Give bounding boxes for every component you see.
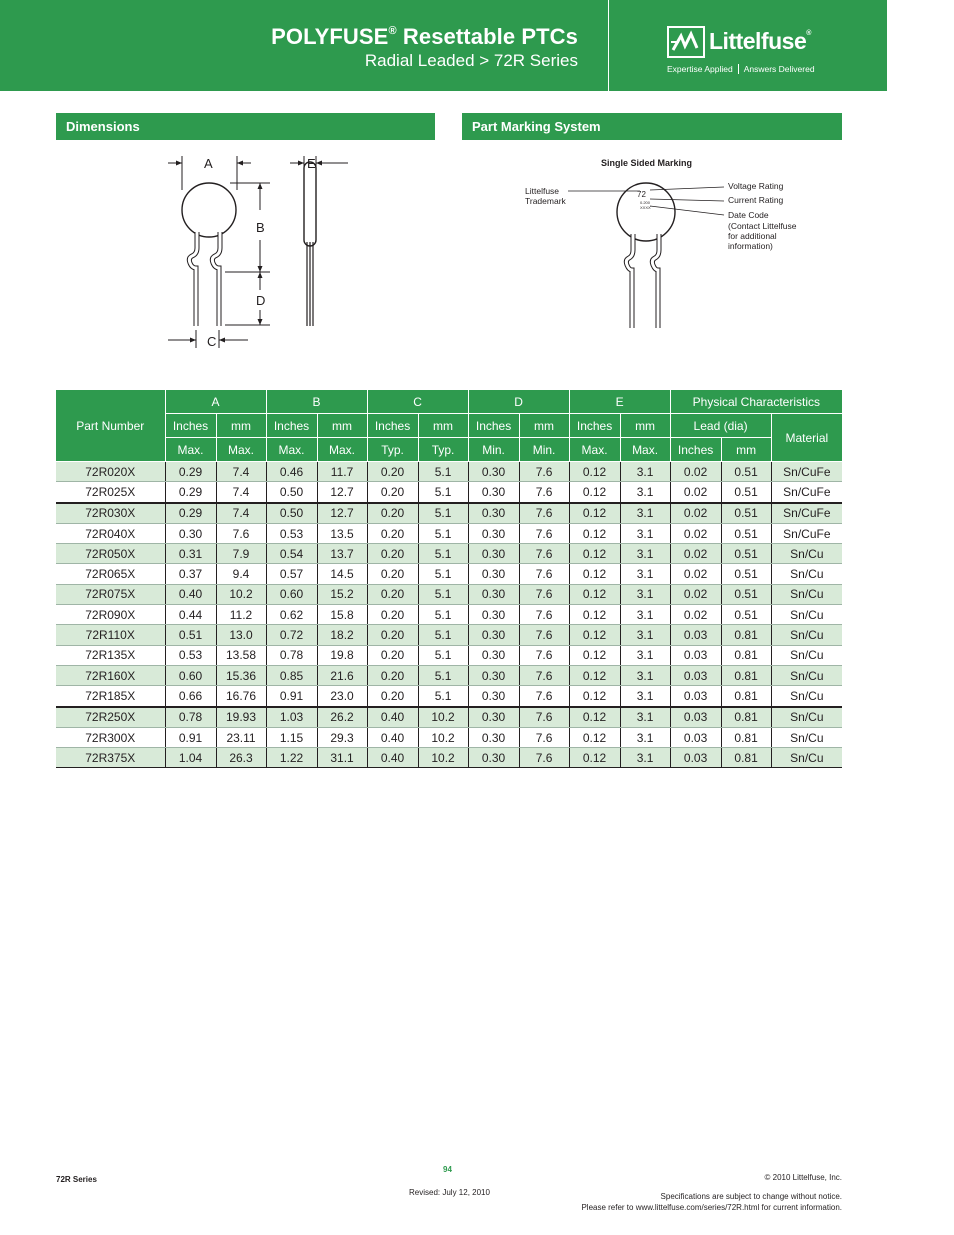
table-cell: Sn/Cu <box>771 665 842 685</box>
table-cell: 0.46 <box>266 462 317 482</box>
table-cell: 0.12 <box>569 482 620 503</box>
limit-header: Max. <box>317 438 367 462</box>
table-row <box>56 645 842 665</box>
table-cell: 0.40 <box>165 584 216 604</box>
table-cell: 15.2 <box>317 584 367 604</box>
table-cell: 0.54 <box>266 544 317 564</box>
table-cell: 0.02 <box>670 503 721 524</box>
unit-header: Inches <box>367 414 418 438</box>
table-cell: 5.1 <box>418 665 468 685</box>
table-row <box>56 523 842 543</box>
table-cell: 7.6 <box>519 727 569 747</box>
part-number-cell: 72R025X <box>56 482 165 503</box>
table-cell: 3.1 <box>620 523 670 543</box>
table-cell: 19.8 <box>317 645 367 665</box>
table-cell: 5.1 <box>418 462 468 482</box>
table-cell: Sn/CuFe <box>771 523 842 543</box>
table-cell: 0.81 <box>721 625 771 645</box>
table-row <box>56 462 842 482</box>
table-cell: 0.03 <box>670 625 721 645</box>
group-header-b: B <box>266 390 367 414</box>
table-cell: 0.20 <box>367 605 418 625</box>
table-cell: 7.6 <box>519 645 569 665</box>
table-cell: 0.12 <box>569 523 620 543</box>
table-cell: 0.03 <box>670 727 721 747</box>
table-cell: 0.91 <box>165 727 216 747</box>
page-subtitle: Radial Leaded > 72R Series <box>364 51 578 70</box>
unit-header: Inches <box>266 414 317 438</box>
current-rating-label: Current Rating <box>728 195 784 205</box>
table-cell: 0.03 <box>670 645 721 665</box>
part-number-cell: 72R110X <box>56 625 165 645</box>
table-cell: 0.51 <box>721 584 771 604</box>
table-cell: Sn/Cu <box>771 727 842 747</box>
table-cell: 7.6 <box>519 584 569 604</box>
table-cell: 0.78 <box>165 707 216 728</box>
table-cell: 0.81 <box>721 707 771 728</box>
table-cell: 0.30 <box>468 503 519 524</box>
table-cell: 0.51 <box>721 605 771 625</box>
table-cell: 7.6 <box>519 564 569 584</box>
material-header: Material <box>771 414 842 462</box>
part-number-cell: 72R375X <box>56 748 165 768</box>
table-cell: 7.6 <box>519 523 569 543</box>
table-cell: 3.1 <box>620 564 670 584</box>
table-cell: 7.6 <box>519 686 569 707</box>
table-cell: 9.4 <box>216 564 266 584</box>
table-cell: 3.1 <box>620 707 670 728</box>
table-cell: 3.1 <box>620 503 670 524</box>
table-cell: Sn/Cu <box>771 544 842 564</box>
unit-header: mm <box>317 414 367 438</box>
table-cell: 5.1 <box>418 564 468 584</box>
table-cell: 7.6 <box>519 605 569 625</box>
table-cell: 0.30 <box>468 584 519 604</box>
footer-notes <box>581 1172 842 1213</box>
table-cell: 0.29 <box>165 462 216 482</box>
part-number-cell: 72R300X <box>56 727 165 747</box>
table-cell: 0.51 <box>721 544 771 564</box>
table-cell: 3.1 <box>620 686 670 707</box>
table-cell: 0.02 <box>670 584 721 604</box>
disc-marking-sub-1: 0.200 <box>640 200 651 205</box>
date-code-label-4: information) <box>728 241 773 251</box>
table-cell: Sn/Cu <box>771 625 842 645</box>
table-cell: 0.02 <box>670 544 721 564</box>
table-cell: 0.30 <box>468 482 519 503</box>
table-row <box>56 544 842 564</box>
table-cell: 0.20 <box>367 645 418 665</box>
limit-header: Max. <box>165 438 216 462</box>
table-cell: 0.12 <box>569 564 620 584</box>
unit-header: Inches <box>165 414 216 438</box>
part-number-cell: 72R040X <box>56 523 165 543</box>
table-cell: 0.72 <box>266 625 317 645</box>
part-number-cell: 72R160X <box>56 665 165 685</box>
table-cell: 0.12 <box>569 748 620 768</box>
table-cell: 7.6 <box>519 482 569 503</box>
table-row <box>56 707 842 728</box>
table-cell: 7.6 <box>519 503 569 524</box>
table-cell: 18.2 <box>317 625 367 645</box>
table-cell: Sn/Cu <box>771 564 842 584</box>
table-cell: 0.20 <box>367 665 418 685</box>
table-cell: 0.37 <box>165 564 216 584</box>
part-number-cell: 72R065X <box>56 564 165 584</box>
table-cell: 5.1 <box>418 686 468 707</box>
table-cell: 5.1 <box>418 503 468 524</box>
refer-note: Please refer to www.littelfuse.com/series/72R.html for current information. <box>581 1203 842 1212</box>
table-cell: 0.30 <box>468 544 519 564</box>
limit-header: Max. <box>216 438 266 462</box>
table-cell: 3.1 <box>620 462 670 482</box>
group-header-c: C <box>367 390 468 414</box>
table-cell: 0.20 <box>367 544 418 564</box>
table-cell: Sn/CuFe <box>771 482 842 503</box>
table-cell: 0.20 <box>367 482 418 503</box>
limit-header: Min. <box>468 438 519 462</box>
table-cell: 0.30 <box>165 523 216 543</box>
logo-tagline: Expertise Applied Answers Delivered <box>667 64 815 74</box>
unit-header: mm <box>620 414 670 438</box>
table-cell: 0.50 <box>266 482 317 503</box>
table-cell: 7.9 <box>216 544 266 564</box>
table-row <box>56 727 842 747</box>
table-cell: 7.6 <box>519 462 569 482</box>
table-cell: 0.51 <box>721 564 771 584</box>
table-cell: 0.03 <box>670 748 721 768</box>
table-cell: 0.20 <box>367 503 418 524</box>
lead-dia-header: Lead (dia) <box>670 414 771 438</box>
unit-header: Inches <box>468 414 519 438</box>
table-cell: 0.60 <box>165 665 216 685</box>
table-cell: 0.81 <box>721 686 771 707</box>
table-cell: 29.3 <box>317 727 367 747</box>
table-cell: 11.2 <box>216 605 266 625</box>
table-cell: 3.1 <box>620 727 670 747</box>
group-header-e: E <box>569 390 670 414</box>
dim-label-c: C <box>207 334 217 349</box>
table-cell: 0.30 <box>468 748 519 768</box>
table-cell: 0.29 <box>165 482 216 503</box>
table-cell: 10.2 <box>418 707 468 728</box>
table-cell: 7.4 <box>216 482 266 503</box>
table-row <box>56 482 842 503</box>
table-cell: 0.03 <box>670 665 721 685</box>
unit-header: mm <box>519 414 569 438</box>
table-cell: 0.51 <box>721 462 771 482</box>
table-cell: 16.76 <box>216 686 266 707</box>
dimensions-table <box>56 390 842 768</box>
table-cell: 0.02 <box>670 605 721 625</box>
table-cell: 0.12 <box>569 544 620 564</box>
table-cell: 0.30 <box>468 462 519 482</box>
table-cell: 0.20 <box>367 523 418 543</box>
table-cell: 10.2 <box>418 727 468 747</box>
table-cell: 13.5 <box>317 523 367 543</box>
table-row <box>56 503 842 524</box>
table-cell: 0.81 <box>721 665 771 685</box>
table-row <box>56 625 842 645</box>
table-cell: 0.12 <box>569 707 620 728</box>
table-cell: 5.1 <box>418 544 468 564</box>
lead-mm-header: mm <box>721 438 771 462</box>
table-cell: 0.12 <box>569 645 620 665</box>
table-cell: Sn/Cu <box>771 605 842 625</box>
trademark-label-2: Trademark <box>525 196 566 206</box>
table-cell: 7.6 <box>216 523 266 543</box>
table-cell: 7.6 <box>519 707 569 728</box>
table-cell: 0.31 <box>165 544 216 564</box>
table-cell: 0.30 <box>468 665 519 685</box>
table-cell: 0.53 <box>165 645 216 665</box>
table-row <box>56 584 842 604</box>
table-cell: 0.53 <box>266 523 317 543</box>
table-cell: 0.30 <box>468 686 519 707</box>
table-row <box>56 564 842 584</box>
table-cell: 0.02 <box>670 523 721 543</box>
table-cell: 0.51 <box>165 625 216 645</box>
table-cell: 0.40 <box>367 748 418 768</box>
copyright-text: © 2010 Littelfuse, Inc. <box>764 1173 842 1182</box>
date-code-label-2: (Contact Littelfuse <box>728 221 797 231</box>
table-cell: 0.20 <box>367 564 418 584</box>
table-cell: 0.03 <box>670 707 721 728</box>
table-cell: 0.02 <box>670 462 721 482</box>
table-cell: 13.7 <box>317 544 367 564</box>
table-cell: Sn/CuFe <box>771 462 842 482</box>
part-number-cell: 72R135X <box>56 645 165 665</box>
table-cell: 3.1 <box>620 625 670 645</box>
part-number-cell: 72R250X <box>56 707 165 728</box>
limit-header: Min. <box>519 438 569 462</box>
table-cell: 1.15 <box>266 727 317 747</box>
table-cell: 0.40 <box>367 707 418 728</box>
table-cell: 0.12 <box>569 727 620 747</box>
table-cell: 5.1 <box>418 584 468 604</box>
part-number-cell: 72R075X <box>56 584 165 604</box>
dim-label-a: A <box>204 156 213 171</box>
table-cell: 11.7 <box>317 462 367 482</box>
part-number-cell: 72R020X <box>56 462 165 482</box>
limit-header: Typ. <box>418 438 468 462</box>
table-cell: Sn/Cu <box>771 645 842 665</box>
table-cell: 1.04 <box>165 748 216 768</box>
group-header-d: D <box>468 390 569 414</box>
table-cell: 3.1 <box>620 584 670 604</box>
table-cell: 0.66 <box>165 686 216 707</box>
unit-header: Inches <box>569 414 620 438</box>
unit-header: mm <box>216 414 266 438</box>
limit-header: Max. <box>266 438 317 462</box>
table-cell: 19.93 <box>216 707 266 728</box>
table-row <box>56 665 842 685</box>
date-code-label-3: for additional <box>728 231 777 241</box>
dimensions-diagram <box>150 150 360 360</box>
table-cell: 7.6 <box>519 625 569 645</box>
table-cell: 3.1 <box>620 544 670 564</box>
table-row <box>56 686 842 707</box>
table-cell: 3.1 <box>620 605 670 625</box>
table-cell: 0.12 <box>569 584 620 604</box>
table-cell: 1.22 <box>266 748 317 768</box>
table-cell: Sn/CuFe <box>771 503 842 524</box>
table-cell: 0.03 <box>670 686 721 707</box>
table-cell: 0.51 <box>721 503 771 524</box>
table-cell: 0.62 <box>266 605 317 625</box>
table-cell: 15.8 <box>317 605 367 625</box>
part-number-cell: 72R050X <box>56 544 165 564</box>
table-cell: 23.0 <box>317 686 367 707</box>
part-number-cell: 72R030X <box>56 503 165 524</box>
table-cell: 0.50 <box>266 503 317 524</box>
group-header-a: A <box>165 390 266 414</box>
table-cell: 26.2 <box>317 707 367 728</box>
table-cell: 0.85 <box>266 665 317 685</box>
date-code-label-1: Date Code <box>728 210 769 220</box>
table-cell: Sn/Cu <box>771 686 842 707</box>
dim-label-d: D <box>256 293 266 308</box>
disc-marking-sub-2: XXXX <box>640 205 651 210</box>
part-number-cell: 72R090X <box>56 605 165 625</box>
table-row <box>56 748 842 768</box>
table-cell: 0.30 <box>468 645 519 665</box>
littelfuse-logo <box>667 24 842 76</box>
table-cell: 12.7 <box>317 503 367 524</box>
table-cell: 0.40 <box>367 727 418 747</box>
table-cell: 3.1 <box>620 482 670 503</box>
voltage-rating-label: Voltage Rating <box>728 181 784 191</box>
table-cell: Sn/Cu <box>771 584 842 604</box>
table-cell: 5.1 <box>418 523 468 543</box>
table-cell: 5.1 <box>418 625 468 645</box>
logo-wordmark: Littelfuse® <box>709 28 811 54</box>
footer-series: 72R Series <box>56 1175 97 1184</box>
dim-label-e: E <box>307 156 316 171</box>
table-cell: 0.30 <box>468 707 519 728</box>
table-cell: 0.30 <box>468 727 519 747</box>
table-cell: 10.2 <box>418 748 468 768</box>
spec-change-note: Specifications are subject to change without notice. <box>660 1192 842 1201</box>
part-marking-diagram <box>520 152 840 337</box>
table-cell: 0.81 <box>721 645 771 665</box>
limit-header: Typ. <box>367 438 418 462</box>
table-cell: 23.11 <box>216 727 266 747</box>
table-cell: 0.30 <box>468 605 519 625</box>
table-cell: 21.6 <box>317 665 367 685</box>
table-cell: 1.03 <box>266 707 317 728</box>
limit-header: Max. <box>569 438 620 462</box>
table-cell: 0.51 <box>721 482 771 503</box>
table-cell: 0.29 <box>165 503 216 524</box>
table-cell: 0.02 <box>670 564 721 584</box>
table-cell: 0.12 <box>569 462 620 482</box>
table-row <box>56 605 842 625</box>
table-cell: 13.58 <box>216 645 266 665</box>
table-cell: 0.57 <box>266 564 317 584</box>
table-cell: 0.20 <box>367 686 418 707</box>
part-marking-heading: Part Marking System <box>462 113 842 140</box>
table-cell: 0.91 <box>266 686 317 707</box>
table-cell: 0.78 <box>266 645 317 665</box>
table-cell: 12.7 <box>317 482 367 503</box>
table-cell: 7.6 <box>519 544 569 564</box>
table-cell: 5.1 <box>418 605 468 625</box>
table-cell: 0.20 <box>367 584 418 604</box>
table-cell: 7.4 <box>216 462 266 482</box>
dimensions-heading: Dimensions <box>56 113 435 140</box>
limit-header: Max. <box>620 438 670 462</box>
table-cell: 0.12 <box>569 625 620 645</box>
table-cell: 31.1 <box>317 748 367 768</box>
table-cell: 5.1 <box>418 645 468 665</box>
physical-characteristics-header: Physical Characteristics <box>670 390 842 414</box>
table-cell: 0.30 <box>468 564 519 584</box>
table-cell: Sn/Cu <box>771 707 842 728</box>
table-cell: 3.1 <box>620 665 670 685</box>
table-cell: 0.12 <box>569 605 620 625</box>
dim-label-b: B <box>256 220 265 235</box>
unit-header: mm <box>418 414 468 438</box>
table-cell: 0.44 <box>165 605 216 625</box>
page-header <box>0 0 887 91</box>
page-number: 94 <box>443 1165 452 1174</box>
disc-marking-text: 72 <box>637 190 646 199</box>
table-cell: 7.6 <box>519 665 569 685</box>
table-cell: 15.36 <box>216 665 266 685</box>
table-cell: 26.3 <box>216 748 266 768</box>
part-number-cell: 72R185X <box>56 686 165 707</box>
table-cell: 0.12 <box>569 665 620 685</box>
table-cell: 0.12 <box>569 686 620 707</box>
table-cell: 10.2 <box>216 584 266 604</box>
table-cell: 0.51 <box>721 523 771 543</box>
part-number-header: Part Number <box>56 390 165 462</box>
table-cell: 0.12 <box>569 503 620 524</box>
table-cell: 0.60 <box>266 584 317 604</box>
table-cell: 0.20 <box>367 462 418 482</box>
table-cell: 0.81 <box>721 748 771 768</box>
revision-date: Revised: July 12, 2010 <box>409 1188 490 1197</box>
header-divider <box>608 0 609 91</box>
table-cell: 3.1 <box>620 748 670 768</box>
table-cell: 0.30 <box>468 523 519 543</box>
table-cell: 0.81 <box>721 727 771 747</box>
marking-title: Single Sided Marking <box>601 158 693 168</box>
lead-inches-header: Inches <box>670 438 721 462</box>
table-cell: 3.1 <box>620 645 670 665</box>
table-cell: 14.5 <box>317 564 367 584</box>
trademark-label-1: Littelfuse <box>525 186 560 196</box>
table-cell: 13.0 <box>216 625 266 645</box>
table-cell: 5.1 <box>418 482 468 503</box>
page-title: POLYFUSE® Resettable PTCs <box>271 24 578 49</box>
table-cell: 0.02 <box>670 482 721 503</box>
table-cell: 0.30 <box>468 625 519 645</box>
table-cell: Sn/Cu <box>771 748 842 768</box>
table-cell: 7.6 <box>519 748 569 768</box>
table-cell: 7.4 <box>216 503 266 524</box>
table-cell: 0.20 <box>367 625 418 645</box>
littelfuse-mark-icon <box>667 26 705 58</box>
